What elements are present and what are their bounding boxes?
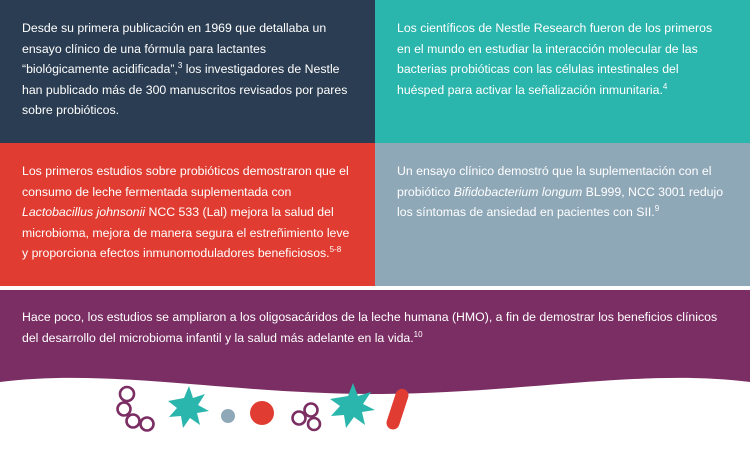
panel-bottom-left-text-part2: NCC 533 (Lal) mejora la salud del microbioma, mejora de manera segura el estreñimiento leve y proporciona efectos inmunomoduladores beneficiosos. [22,205,350,260]
virus-star-icon [168,386,209,428]
panel-top-left [0,0,375,143]
panel-top-left-ref: 3 [177,60,183,70]
bacillus-rod-icon [385,387,410,431]
panel-bottom-left-ref: 5-8 [329,244,342,254]
panel-bottom-right-text-part1: Un ensayo clínico demostró que la suplementación con el probiótico [397,164,712,199]
panel-banner-text [22,307,728,348]
panel-bottom-right [375,143,750,286]
panel-bottom-right-text-part2: BL999, NCC 3001 redujo los síntomas de ansiedad en pacientes con SII. [397,184,724,219]
panel-banner-text-part1: Hace poco, los estudios se ampliaron a los oligosacáridos de la leche humana (HMO), a fin de demostrar los beneficios clínicos del desarrollo del microbioma infantil y la salud más adelante en la vida. [22,310,718,345]
panel-top-left-text [22,18,353,121]
panel-bottom-left-text-part1: Los primeros estudios sobre probióticos demostraron que el consumo de leche fermentada suplementada con [22,164,349,199]
microbe-circle-icon [250,401,274,425]
microbe-illustration [0,360,750,446]
panel-bottom-right-ref: 9 [654,203,660,213]
panel-bottom-right-text [397,161,728,223]
virus-star-icon [330,383,375,428]
panel-top-right-ref: 4 [662,81,668,91]
panel-top-right-text [397,18,728,100]
panel-banner [0,290,750,368]
panel-bottom-left [0,143,375,286]
panel-bottom-left-species: Lactobacillus johnsonii [22,205,146,219]
bacteria-chain-icon [293,404,321,431]
panel-bottom-left-text [22,161,353,264]
panel-top-right-text-part1: Los científicos de Nestle Research fueron de los primeros en el mundo en estudiar la interacción molecular de las bacterias probióticas con las células intestinales del huésped para activar la señalización inmunitaria. [397,21,713,97]
panel-bottom-right-species: Bifidobacterium longum [453,184,583,199]
panel-banner-ref: 10 [413,329,423,339]
bacteria-chain-icon [118,387,154,431]
panel-top-right [375,0,750,143]
panel-top-left-text-part1: Desde su primera publicación en 1969 que detallaba un ensayo clínico de una fórmula para lactantes “biológicamente acidificada”, [22,21,327,76]
panel-top-left-text-part2: los investigadores de Nestle han publicado más de 300 manuscritos revisados por pares sobre probióticos. [22,62,348,117]
microbe-dot-icon [221,409,235,423]
